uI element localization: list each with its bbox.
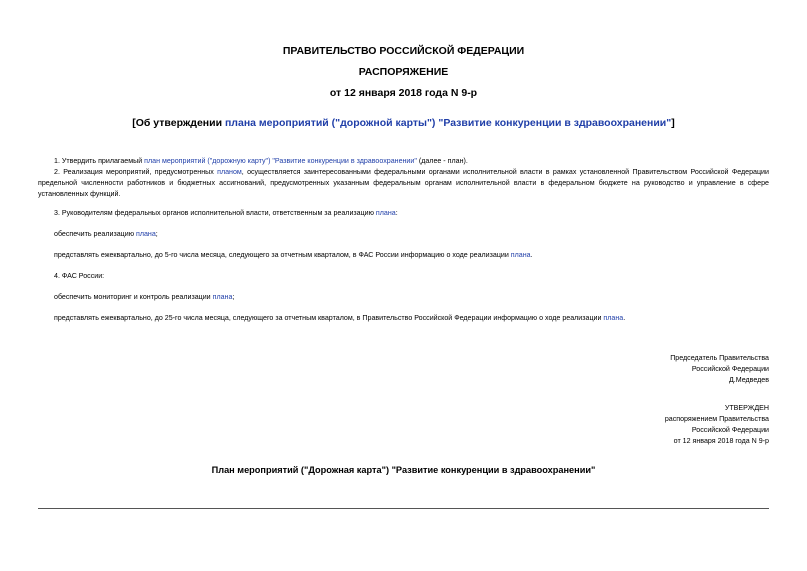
paragraph-4 bbox=[54, 229, 158, 240]
p5-suffix: . bbox=[530, 251, 533, 259]
paragraph-3 bbox=[54, 208, 398, 219]
p8-suffix: . bbox=[623, 314, 626, 322]
plan-link[interactable]: плана bbox=[375, 209, 396, 217]
paragraph-1 bbox=[54, 156, 468, 167]
document-date-number: от 12 января 2018 года N 9-р bbox=[329, 87, 478, 99]
plan-link[interactable]: планом bbox=[217, 168, 242, 176]
p1-text: 1. Утвердить прилагаемый bbox=[54, 157, 145, 165]
paragraph-2 bbox=[38, 167, 769, 200]
subject-prefix: [Об утверждении bbox=[132, 117, 225, 129]
signature-country: Российской Федерации bbox=[691, 365, 769, 373]
plan-link[interactable]: плана bbox=[212, 293, 233, 301]
p3-suffix: : bbox=[395, 209, 398, 217]
government-heading: ПРАВИТЕЛЬСТВО РОССИЙСКОЙ ФЕДЕРАЦИИ bbox=[282, 45, 525, 57]
signature-name: Д.Медведев bbox=[728, 376, 769, 384]
document-subject bbox=[0, 117, 807, 129]
subject-suffix: ] bbox=[671, 117, 675, 129]
p2-suffix: , осуществляется заинтересованными федеральными органами исполнительной власти в рамках установленной Правительством Российской Федерации предельной численности работников и бюджетных ассигнований, предусмотренных указанным федеральным органам исполнительной власти в федеральном бюджете на руководство и управление в сфере установленных функций. bbox=[38, 168, 769, 198]
signature-block bbox=[670, 353, 769, 386]
p8-text: представлять ежеквартально, до 25-го числа месяца, следующего за отчетным кварталом, в Правительство Российской Федерации информацию о ходе реализации bbox=[54, 314, 604, 322]
plan-title: План мероприятий ("Дорожная карта") "Развитие конкуренции в здравоохранении" bbox=[211, 465, 596, 475]
p5-text: представлять ежеквартально, до 5-го числа месяца, следующего за отчетным кварталом, в ФАС России информацию о ходе реализации bbox=[54, 251, 511, 259]
p1-suffix: (далее - план). bbox=[416, 157, 468, 165]
plan-link[interactable]: плана bbox=[603, 314, 624, 322]
approval-status: УТВЕРЖДЕН bbox=[724, 404, 769, 412]
p4-text: обеспечить реализацию bbox=[54, 230, 136, 238]
paragraph-5 bbox=[54, 250, 533, 261]
paragraph-7 bbox=[54, 292, 234, 303]
plan-link[interactable]: плана bbox=[510, 251, 531, 259]
approval-date: от 12 января 2018 года N 9-р bbox=[673, 437, 769, 445]
plan-link[interactable]: плана bbox=[136, 230, 156, 238]
p7-suffix: ; bbox=[232, 293, 235, 301]
approval-block bbox=[665, 403, 769, 447]
plan-link[interactable]: план мероприятий ("дорожную карту") "Развитие конкуренции в здравоохранении" bbox=[144, 157, 417, 165]
paragraph-6: 4. ФАС России: bbox=[54, 272, 105, 280]
p3-text: 3. Руководителям федеральных органов исполнительной власти, ответственным за реализацию bbox=[54, 209, 376, 217]
divider bbox=[38, 508, 769, 509]
document-type: РАСПОРЯЖЕНИЕ bbox=[358, 66, 449, 78]
p2-text: 2. Реализация мероприятий, предусмотренных bbox=[54, 168, 218, 176]
p7-text: обеспечить мониторинг и контроль реализации bbox=[54, 293, 213, 301]
p4-suffix: ; bbox=[155, 230, 158, 238]
paragraph-8 bbox=[54, 313, 625, 324]
approval-country: Российской Федерации bbox=[691, 426, 769, 434]
approval-by: распоряжением Правительства bbox=[664, 415, 769, 423]
subject-link[interactable]: плана мероприятий ("дорожной карты") "Развитие конкуренции в здравоохранении" bbox=[224, 117, 672, 129]
signature-title: Председатель Правительства bbox=[670, 354, 769, 362]
